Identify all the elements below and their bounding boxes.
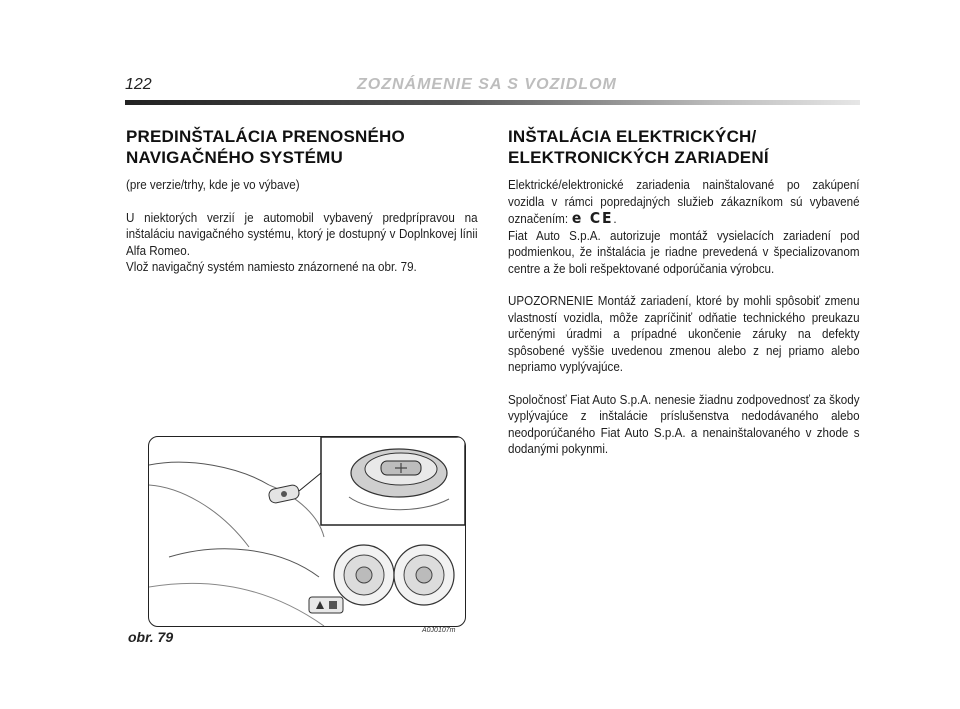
lock-switch-icon [329, 601, 337, 609]
figure-code: A0J0107m [422, 627, 456, 634]
section-title-line2: ELEKTRONICKÝCH ZARIADENÍ [508, 148, 769, 167]
air-vent-left-knob [356, 567, 372, 583]
paragraph: U niektorých verzií je automobil vybavený predprípravou na inštaláciu navigačného systému, ktorý je dostupný v Doplnkovej línii Alfa Romeo. [126, 210, 478, 258]
warning-paragraph: UPOZORNENIE Montáž zariadení, ktoré by mohli spôsobiť zmenu vlastností vozidla, môže zapríčiniť odňatie technického preukazu určenými úradmi a prípadné ukončenie záruky na defekty spôsobené vyššie uvedenou zmenou alebo z nej priamo alebo nepriamo vyplývajúce. [508, 294, 860, 374]
page-number: 122 [125, 76, 152, 93]
dashboard-contour [149, 583, 324, 626]
callout-line [299, 473, 321, 491]
section-title-line1: INŠTALÁCIA ELEKTRICKÝCH/ [508, 127, 757, 146]
socket-dot [281, 491, 287, 497]
running-title: ZOZNÁMENIE SA S VOZIDLOM [357, 76, 617, 93]
paragraph-text: Elektrické/elektronické zariadenia nainštalované po zakúpení vozidla v rámci popredajných služieb zákazníkom sú vybavené označením: [508, 178, 860, 226]
section-title-navigation [126, 126, 478, 168]
dashboard-contour [149, 462, 269, 485]
page-header [125, 76, 860, 100]
dashboard-illustration [148, 436, 466, 627]
ce-mark-icon: e CE [571, 209, 614, 227]
paragraph: Spoločnosť Fiat Auto S.p.A. nenesie žiadnu zodpovednosť za škody vyplývajúce z inštalácie príslušenstva nedodávaného alebo neodporúčaného Fiat Auto S.p.A. a nenainštalovaného v zhode s dodanými pokynmi. [508, 392, 860, 456]
subtitle: (pre verzie/trhy, kde je vo výbave) [126, 178, 300, 192]
section-title-line2: NAVIGAČNÉHO SYSTÉMU [126, 148, 343, 167]
air-vent-right-knob [416, 567, 432, 583]
figure-caption: obr. 79 [128, 629, 174, 645]
paragraph: Vlož navigačný systém namiesto znázornené na obr. 79. [126, 260, 417, 274]
dashboard-contour [149, 485, 249, 547]
section-title-line1: PREDINŠTALÁCIA PRENOSNÉHO [126, 127, 405, 146]
section-title-electrical [508, 126, 860, 168]
left-column [126, 126, 478, 276]
dashboard-drawing [149, 437, 465, 626]
dashboard-contour [169, 549, 319, 577]
header-rule [125, 100, 860, 105]
right-column [508, 126, 860, 458]
paragraph: Fiat Auto S.p.A. autorizuje montáž vysielacích zariadení pod podmienkou, že inštalácia je riadne prevedená v špecializovanom centre a že boli rešpektované odporúčania výrobcu. [508, 228, 860, 276]
center-switch-panel [309, 597, 343, 613]
paragraph: Elektrické/elektronické zariadenia nainštalované po zakúpení vozidla v rámci popredajných služieb zákazníkom sú vybavené označením: e CE. [508, 178, 860, 227]
